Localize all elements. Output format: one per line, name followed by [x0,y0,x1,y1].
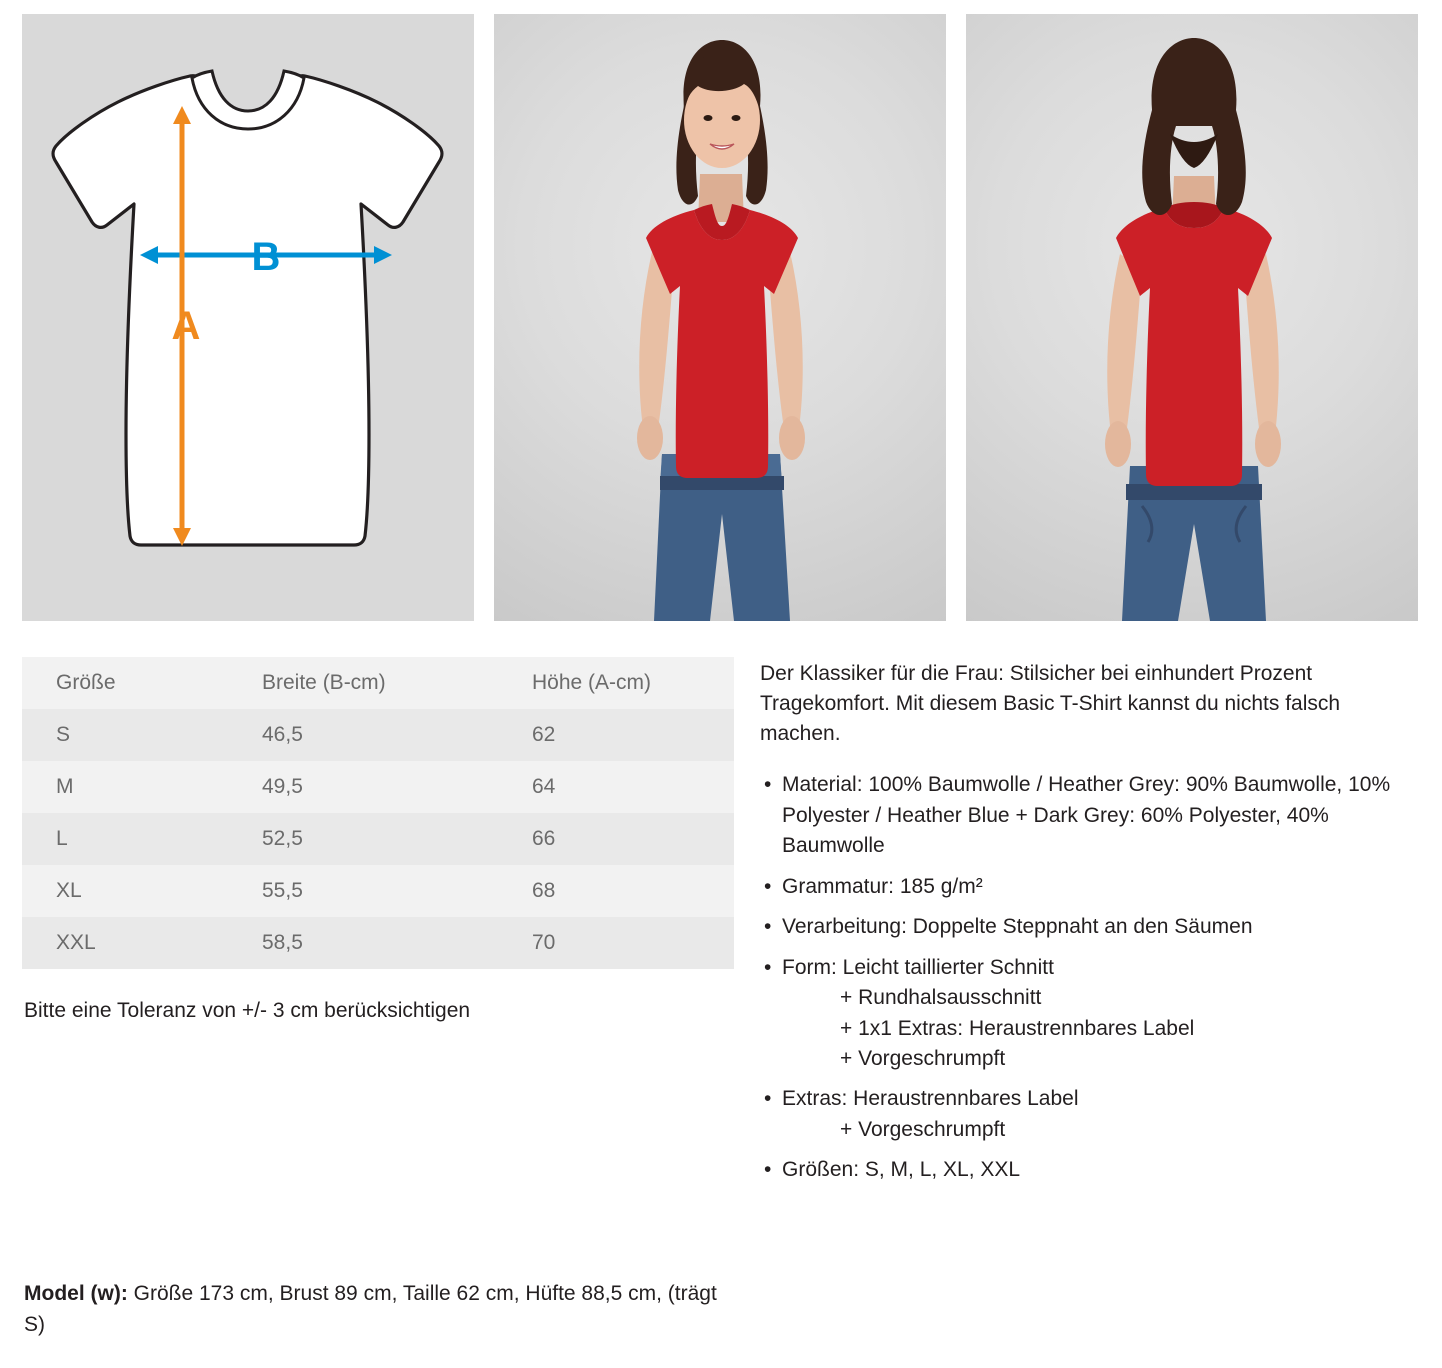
product-description: Der Klassiker für die Frau: Stilsicher bei einhundert Prozent Tragekomfort. Mit diesem Basic T-Shirt kannst du nichts falsch machen. [760,662,1341,745]
feature-sub: + Vorgeschrumpft [840,1117,1006,1141]
col-header-width: Breite (B-cm) [262,671,386,694]
table-header-row [22,657,734,709]
list-item [760,770,1420,861]
feature-text: Extras: Heraustrennbares Label [782,1087,1079,1111]
feature-text: Verarbeitung: Doppelte Steppnaht an den Säumen [782,915,1253,939]
feature-sub: + 1x1 Extras: Heraustrennbares Label [840,1016,1195,1040]
list-item [760,1084,1420,1145]
feature-sub: + Vorgeschrumpft [840,1046,1006,1070]
feature-text: Grammatur: 185 g/m² [782,874,983,898]
width-label: B [251,235,281,279]
table-row [22,865,734,917]
table-row [22,917,734,969]
cell-size: XL [56,879,82,902]
tshirt-technical-drawing [22,14,474,621]
feature-sub: + Rundhalsausschnitt [840,986,1042,1010]
model-note-label: Model (w): [24,1282,128,1306]
table-row [22,761,734,813]
feature-list [760,770,1420,1185]
feature-text: Form: Leicht taillierter Schnitt [782,955,1054,979]
tolerance-note: Bitte eine Toleranz von +/- 3 cm berücksichtigen [24,999,471,1022]
feature-text: Größen: S, M, L, XL, XXL [782,1158,1021,1182]
col-header-height: Höhe (A-cm) [532,671,652,694]
product-image-row [0,0,1442,621]
size-table [22,657,734,969]
cell-height: 64 [532,775,556,798]
cell-height: 66 [532,827,556,850]
product-description-column [760,657,1420,1196]
model-back-photo [966,14,1418,621]
cell-height: 68 [532,879,556,902]
cell-width: 49,5 [262,775,303,798]
list-item [760,912,1420,942]
list-item [760,1155,1420,1185]
size-table-column [22,657,734,1196]
table-row [22,813,734,865]
cell-width: 55,5 [262,879,303,902]
model-note-text: Größe 173 cm, Brust 89 cm, Taille 62 cm, Hüfte 88,5 cm, (trägt S) [24,1282,717,1336]
cell-width: 46,5 [262,723,303,746]
cell-width: 58,5 [262,931,303,954]
feature-text: Material: 100% Baumwolle / Heather Grey: 90% Baumwolle, 10% Polyester / Heather Blue + Dark Grey: 60% Polyester, 40% Baumwolle [782,773,1391,858]
cell-size: M [56,775,74,798]
cell-height: 62 [532,723,556,746]
table-row [22,709,734,761]
model-note [24,1279,724,1340]
cell-size: S [56,723,71,746]
cell-height: 70 [532,931,556,954]
cell-size: XXL [56,931,96,954]
list-item [760,872,1420,902]
list-item [760,953,1420,1075]
details-section [0,621,1442,1196]
cell-size: L [56,827,68,850]
model-front-photo [494,14,946,621]
col-header-size: Größe [56,671,116,694]
cell-width: 52,5 [262,827,303,850]
height-label: A [171,304,201,348]
